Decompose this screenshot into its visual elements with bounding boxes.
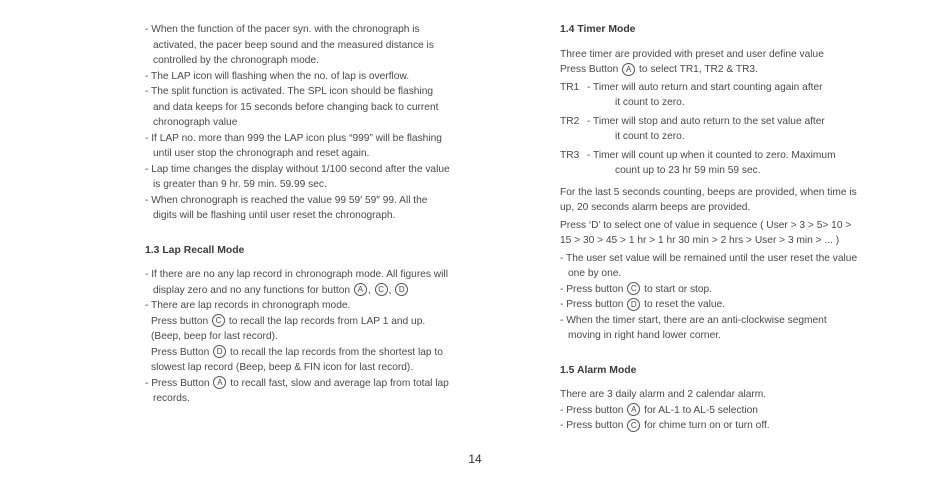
paragraph-user-set: - The user set value will be remained until the user reset the value one by one. — [560, 252, 858, 279]
paragraph-start-stop — [560, 282, 860, 298]
alarm-select-pre: - Press button — [560, 404, 624, 416]
press-d-post: to recall the lap records from the shortest lap to slowest lap record (Beep, beep & FIN icon for last record). — [151, 346, 443, 373]
button-c-icon: C — [627, 419, 640, 432]
section-title-lap-recall: 1.3 Lap Recall Mode — [145, 244, 245, 256]
paragraph-chrono-max: - When chronograph is reached the value 99 59′ 59″ 99. All the digits will be flashing until user reset the chronograph. — [145, 194, 428, 221]
tr2-key: TR2 — [560, 115, 580, 127]
button-a-icon: A — [627, 403, 640, 416]
paragraph-chime — [560, 418, 860, 434]
button-a-icon: A — [622, 63, 635, 76]
button-c-icon: C — [627, 282, 640, 295]
button-c-icon: C — [375, 283, 388, 296]
tr3-text: - Timer will count up when it counted to zero. Maximum — [587, 149, 836, 161]
timer-tr2 — [560, 114, 860, 145]
press-a-post: to recall fast, slow and average lap from total lap records. — [153, 377, 449, 404]
paragraph-split-function: - The split function is activated. The SPL icon should be flashing and data keeps for 15 seconds before changing back to current chronograph value — [145, 86, 439, 128]
press-a-pre: - Press Button — [145, 377, 210, 389]
paragraph-three-timer: Three timer are provided with preset and user define value — [560, 48, 824, 60]
chime-pre: - Press button — [560, 420, 624, 431]
paragraph-select-tr — [560, 62, 860, 78]
paragraph-lap-999: - If LAP no. more than 999 the LAP icon plus “999” will be flashing until user stop the chronograph and reset again. — [145, 132, 442, 159]
alarm-select-post: for AL-1 to AL-5 selection — [644, 404, 758, 416]
paragraph-sequence: Press ‘D’ to select one of value in sequence ( User > 3 > 5> 10 > 15 > 30 > 45 > 1 hr > 1 hr 30 min > 2 hrs > User > 3 min > ... ) — [560, 219, 852, 246]
press-c-post: to recall the lap records from LAP 1 and up. (Beep, beep for last record). — [151, 315, 426, 342]
left-column — [145, 22, 450, 407]
section-title-alarm: 1.5 Alarm Mode — [560, 364, 637, 376]
select-tr-post: to select TR1, TR2 & TR3. — [639, 64, 758, 75]
button-a-icon: A — [213, 376, 226, 389]
right-column — [560, 22, 860, 434]
tr1-text: - Timer will auto return and start counting again after — [587, 81, 823, 93]
page-number: 14 — [468, 452, 482, 466]
start-stop-post: to start or stop. — [644, 283, 713, 295]
press-c-pre: Press button — [151, 315, 209, 327]
paragraph-pacer-sync: - When the function of the pacer syn. with the chronograph is activated, the pacer beep sound and the measured distance is controlled by the chronograph mode. — [145, 24, 434, 66]
tr1-key: TR1 — [560, 81, 580, 93]
select-tr-pre: Press Button — [560, 64, 619, 75]
tr2-text: - Timer will stop and auto return to the set value after — [587, 115, 825, 127]
paragraph-press-c — [145, 314, 450, 345]
paragraph-beeps: For the last 5 seconds counting, beeps are provided, when time is up, 20 seconds alarm beeps are provided. — [560, 186, 857, 213]
chime-post: for chime turn on or turn off. — [644, 420, 770, 431]
paragraph-press-d — [145, 345, 450, 376]
paragraph-no-lap-record: - If there are no any lap record in chronograph mode. All figures will display zero and no any functions for button A , C , D — [145, 269, 448, 296]
paragraph-segment: - When the timer start, there are an anti-clockwise segment moving in right hand lower corner. — [560, 314, 827, 341]
section-title-timer: 1.4 Timer Mode — [560, 24, 636, 35]
reset-post: to reset the value. — [644, 299, 726, 310]
paragraph-lap-time: - Lap time changes the display without 1/100 second after the value is greater than 9 hr. 59 min. 59.99 sec. — [145, 163, 450, 190]
paragraph-lap-icon: - The LAP icon will flashing when the no. of lap is overflow. — [145, 70, 410, 82]
button-d-icon: D — [213, 345, 226, 358]
start-stop-pre: - Press button — [560, 283, 624, 295]
paragraph-reset — [560, 297, 860, 313]
tr1-cont: it count to zero. — [615, 97, 685, 108]
button-c-icon: C — [212, 314, 225, 327]
no-lap-text: - If there are no any lap record in chronograph mode. All figures will display zero and no any functions for button — [145, 269, 448, 296]
reset-pre: - Press button — [560, 299, 624, 310]
button-d-icon: D — [627, 298, 640, 311]
tr3-key: TR3 — [560, 149, 580, 161]
paragraph-lap-records: - There are lap records in chronograph mode. — [145, 300, 351, 311]
tr2-cont: it count to zero. — [615, 131, 685, 142]
timer-tr1 — [560, 80, 860, 111]
press-d-pre: Press Button — [151, 346, 210, 358]
button-a-icon: A — [354, 283, 367, 296]
paragraph-alarm-count: There are 3 daily alarm and 2 calendar alarm. — [560, 389, 767, 400]
button-d-icon: D — [395, 283, 408, 296]
tr3-cont: count up to 23 hr 59 min 59 sec. — [615, 165, 761, 176]
timer-tr3 — [560, 148, 860, 179]
paragraph-press-a — [145, 376, 450, 407]
paragraph-alarm-select — [560, 403, 860, 419]
